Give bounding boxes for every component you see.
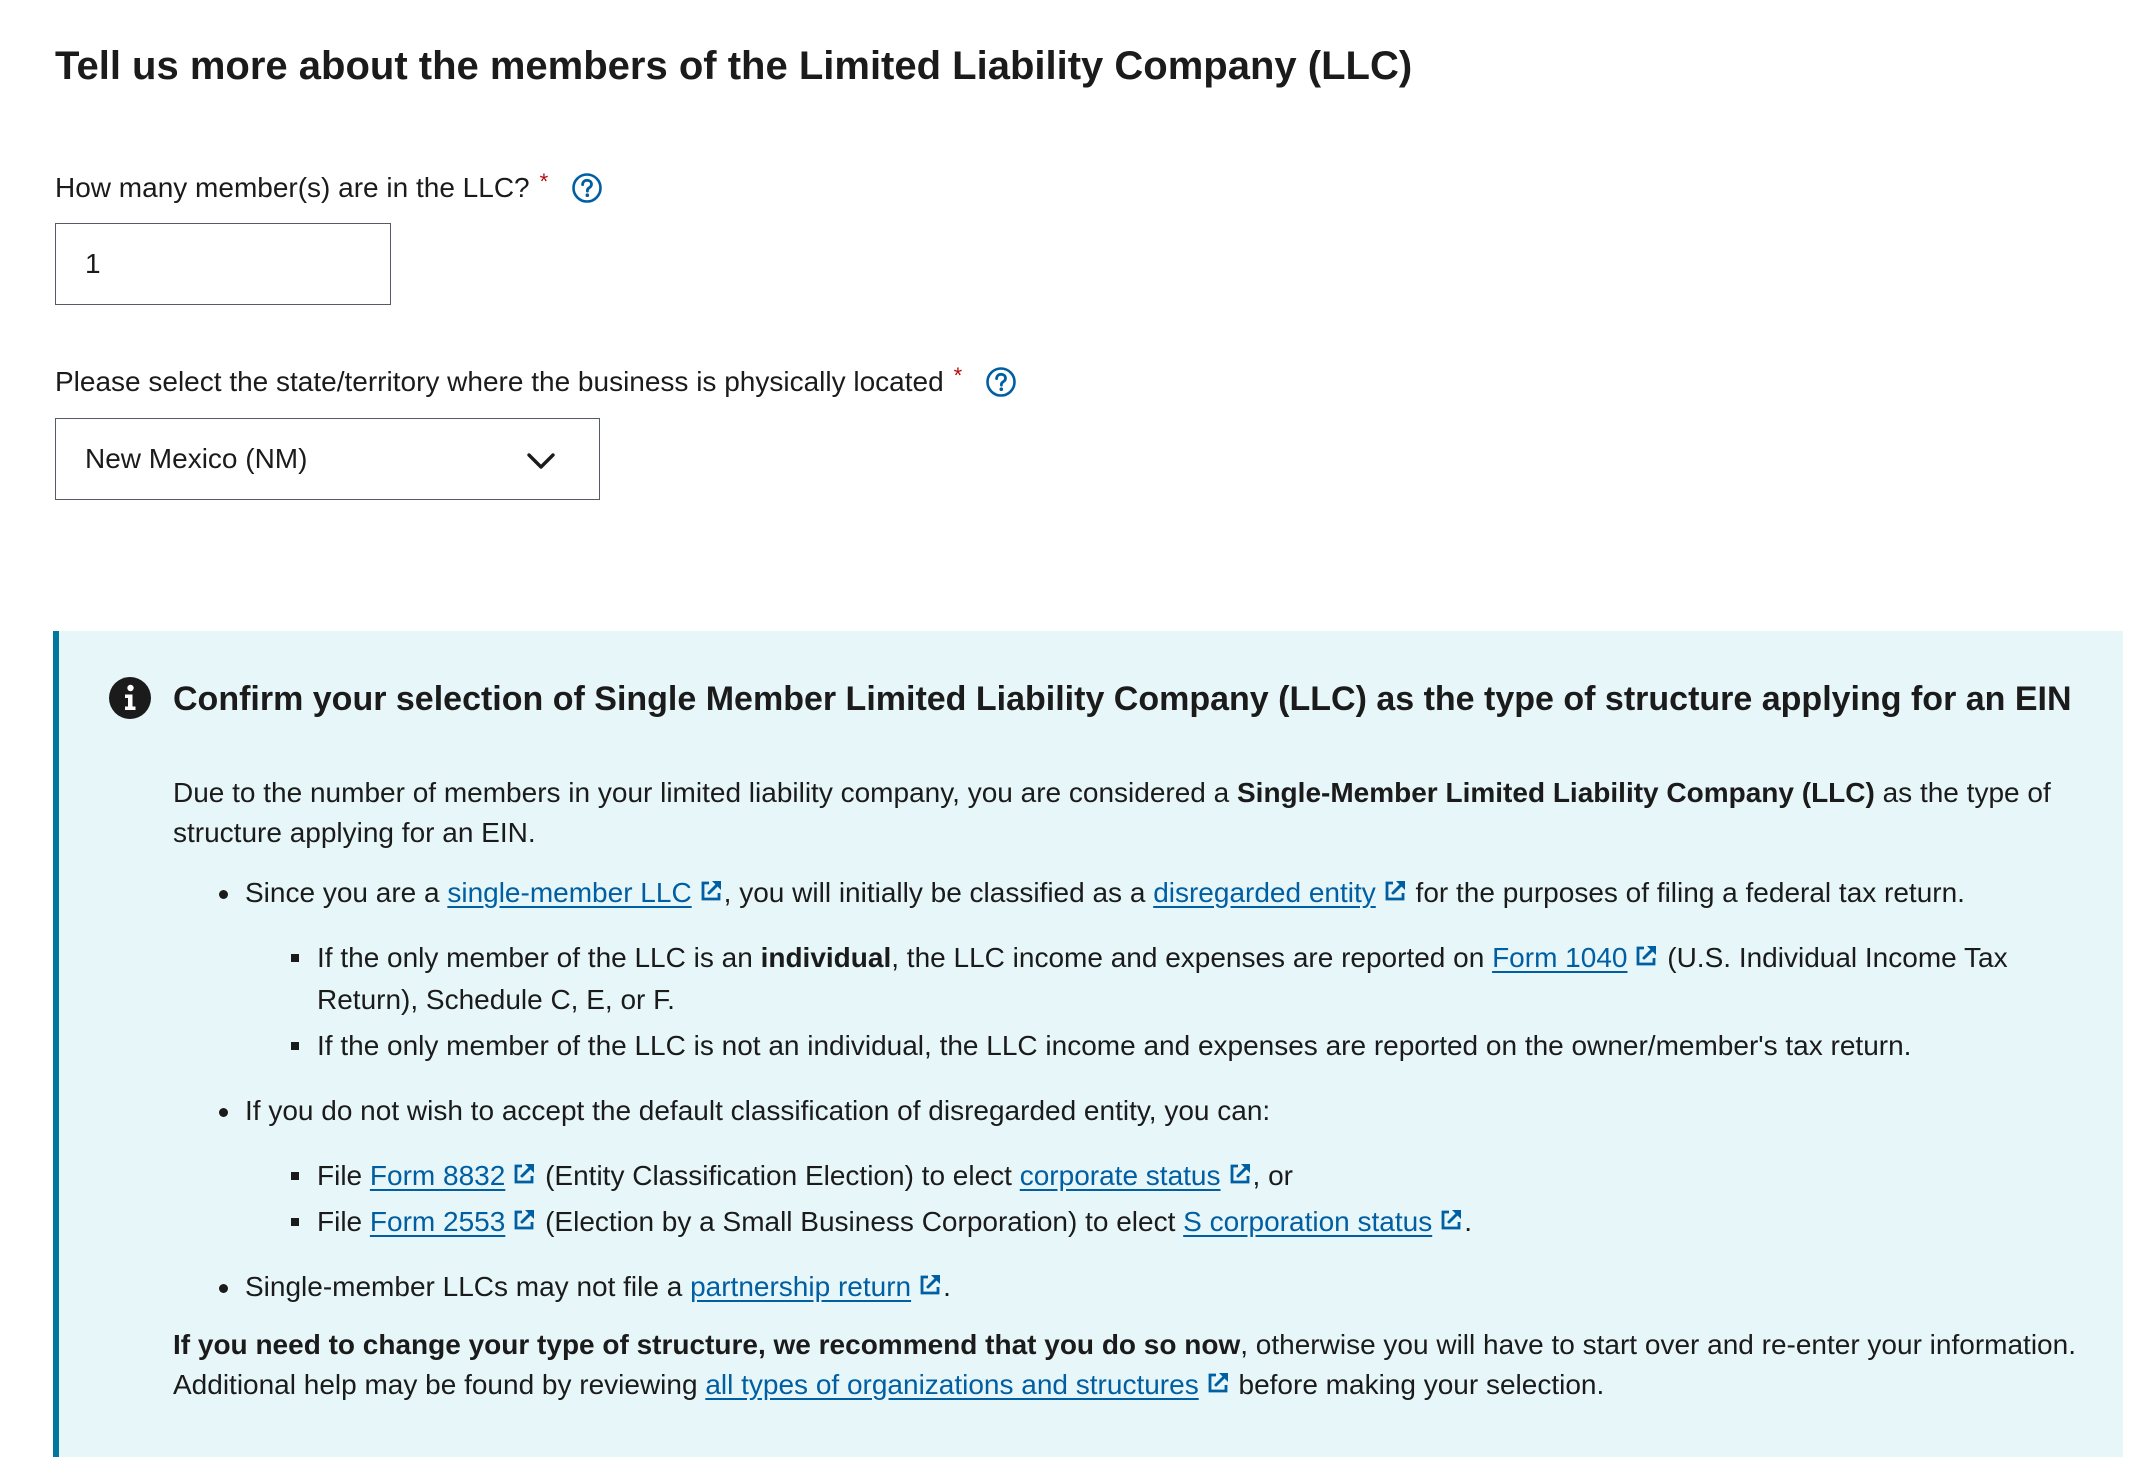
external-link-icon — [917, 1272, 943, 1298]
list-item: If the only member of the LLC is not an individual, the LLC income and expenses are reported on the owner/member's tax return. — [245, 1025, 2093, 1067]
sub-item-text: (Election by a Small Business Corporation) to elect — [537, 1206, 1184, 1237]
sub-item-text: (Entity Classification Election) to elect — [537, 1160, 1020, 1191]
sub-item-text: (U.S. Individual Income Tax Return), Schedule C, E, or F. — [317, 942, 2008, 1015]
state-label-text: Please select the state/territory where the business is physically located — [55, 366, 944, 397]
sub-item-text: , or — [1252, 1160, 1293, 1191]
list-item — [245, 937, 2093, 1021]
intro-text-end: as the type of structure applying for an EIN. — [173, 777, 2051, 848]
state-field-label — [55, 362, 1018, 402]
closing-bold-text: If you need to change your type of structure, we recommend that you do so now — [173, 1329, 1241, 1360]
external-link-icon — [1633, 943, 1659, 969]
bullet-text: If you do not wish to accept the default classification of disregarded entity, you can: — [245, 1095, 1271, 1126]
single-member-llc-link[interactable]: single-member LLC — [447, 877, 692, 908]
form-2553-link[interactable]: Form 2553 — [369, 1206, 506, 1237]
closing-text: , otherwise you will have to start over and re-enter your information. Additional help may be found by reviewing — [173, 1329, 2076, 1400]
external-link-icon — [1382, 878, 1408, 904]
sub-item-text: . — [1464, 1206, 1472, 1237]
external-link-icon — [1227, 1161, 1253, 1187]
partnership-return-link[interactable]: partnership return — [690, 1271, 912, 1302]
sub-item-text: , the LLC income and expenses are reported on — [891, 942, 1493, 973]
bullet-text: Single-member LLCs may not file a — [245, 1271, 691, 1302]
sub-list — [245, 937, 2093, 1067]
intro-bold-text: Single-Member Limited Liability Company (LLC) — [1237, 777, 1875, 808]
required-marker: * — [539, 169, 549, 194]
form-1040-link[interactable]: Form 1040 — [1492, 942, 1628, 973]
bullet-text: . — [943, 1271, 951, 1302]
external-link-icon — [1205, 1370, 1231, 1396]
alert-bullet-list — [173, 873, 2093, 1307]
external-link-icon — [511, 1207, 537, 1233]
sub-item-text: If the only member of the LLC is an — [317, 942, 761, 973]
members-count-input[interactable] — [55, 223, 391, 305]
list-item — [173, 873, 2093, 1067]
list-item — [245, 1201, 2093, 1243]
list-item — [173, 1091, 2093, 1243]
question-circle-icon[interactable] — [984, 365, 1018, 399]
external-link-icon — [698, 878, 724, 904]
organization-types-link[interactable]: all types of organizations and structures — [705, 1369, 1199, 1400]
question-circle-icon[interactable] — [570, 171, 604, 205]
bullet-text: for the purposes of filing a federal tax return. — [1407, 877, 1965, 908]
form-8832-link[interactable]: Form 8832 — [369, 1160, 506, 1191]
chevron-down-icon — [525, 445, 557, 477]
closing-text: before making your selection. — [1230, 1369, 1605, 1400]
sub-list — [245, 1155, 2093, 1243]
alert-intro — [173, 773, 2093, 853]
sub-item-bold: individual — [760, 942, 892, 973]
sub-item-text: File — [317, 1206, 370, 1237]
bullet-text: , you will initially be classified as a — [723, 877, 1154, 908]
state-select[interactable] — [55, 418, 600, 500]
state-select-value: New Mexico (NM) — [85, 443, 308, 474]
page-title: Tell us more about the members of the Limited Liability Company (LLC) — [55, 44, 1413, 88]
alert-closing — [173, 1325, 2093, 1405]
corporate-status-link[interactable]: corporate status — [1019, 1160, 1221, 1191]
external-link-icon — [511, 1161, 537, 1187]
list-item — [245, 1155, 2093, 1197]
list-item — [173, 1267, 2093, 1307]
members-field-label — [55, 168, 604, 208]
bullet-text: Since you are a — [245, 877, 448, 908]
info-alert — [53, 631, 2123, 1457]
intro-text: Due to the number of members in your limited liability company, you are considered a — [173, 777, 1237, 808]
external-link-icon — [1438, 1207, 1464, 1233]
sub-item-text: File — [317, 1160, 370, 1191]
s-corporation-status-link[interactable]: S corporation status — [1183, 1206, 1433, 1237]
alert-heading: Confirm your selection of Single Member Limited Liability Company (LLC) as the type of structure applying for an EIN — [173, 680, 2072, 718]
info-circle-icon — [108, 676, 152, 720]
disregarded-entity-link[interactable]: disregarded entity — [1153, 877, 1376, 908]
members-label-text: How many member(s) are in the LLC? — [55, 172, 530, 203]
required-marker: * — [953, 363, 963, 388]
alert-body — [173, 773, 2093, 1405]
